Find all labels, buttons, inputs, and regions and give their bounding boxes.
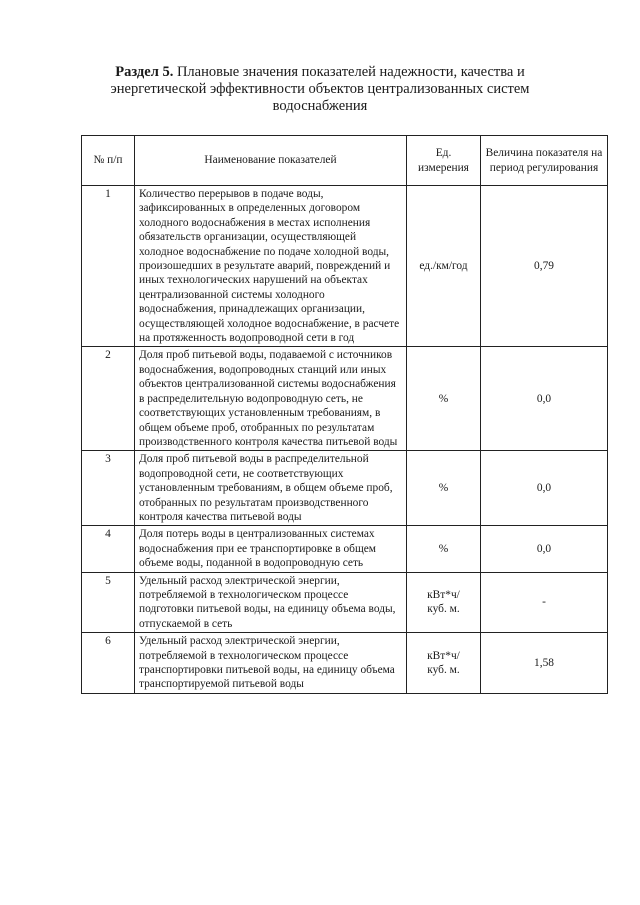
row-name: Доля проб питьевой воды, подаваемой с источников водоснабжения, водопроводных станций или иных объектов централизованной системы водоснабжения в распределительную водопроводную сеть, не соответствующих установленным требованиям, в общем объеме проб, отобранных по результатам производственного контроля качества питьевой воды [135,347,407,451]
row-unit-line2: куб. м. [427,603,460,616]
header-value: Величина показателя на период регулирования [481,136,608,186]
row-num: 5 [82,572,135,633]
table-row [82,186,608,347]
row-unit-line1: кВт*ч/ [427,588,460,601]
row-unit [407,451,481,526]
header-num: № п/п [82,136,135,186]
row-value: 0,0 [481,451,608,526]
row-unit-line1: % [438,482,449,495]
row-unit-line1: кВт*ч/ [427,649,460,662]
row-value: 0,0 [481,526,608,572]
section-title [100,64,540,115]
header-unit: Ед. измерения [407,136,481,186]
row-unit-line1: ед./км/год [419,260,468,273]
row-value: 0,79 [481,186,608,347]
table-header-row [82,136,608,186]
table-row [82,526,608,572]
row-num: 6 [82,633,135,694]
row-unit [407,347,481,451]
section-title-bold: Раздел 5. [115,64,174,80]
row-value: 1,58 [481,633,608,694]
row-unit-line2: куб. м. [427,664,460,676]
row-name: Доля потерь воды в централизованных системах водоснабжения при ее транспортировке в общем объеме воды, поданной в водопроводную сеть [135,526,407,572]
row-unit [407,633,481,694]
table-row [82,451,608,526]
indicators-table [81,135,608,694]
row-name: Количество перерывов в подаче воды, зафиксированных в определенных договором холодного водоснабжения в местах исполнения обязательств организации, осуществляющей холодное водоснабжение по подаче холодной воды, произошедших в результате аварий, повреждений и иных технологических нарушений на объектах централизованной системы холодного водоснабжения, принадлежащих организации, осуществляющей холодное водоснабжение, в расчете на протяженность водопроводной сети в год [135,186,407,347]
header-name: Наименование показателей [135,136,407,186]
row-name: Удельный расход электрической энергии, потребляемой в технологическом процессе подготовки питьевой воды, на единицу объема воды, отпускаемой в сеть [135,572,407,633]
row-unit [407,572,481,633]
row-num: 4 [82,526,135,572]
row-unit [407,186,481,347]
table-row [82,633,608,694]
row-num: 3 [82,451,135,526]
row-value: - [481,572,608,633]
row-unit [407,526,481,572]
table-row [82,572,608,633]
row-unit-line1: % [438,542,449,555]
row-name: Удельный расход электрической энергии, потребляемой в технологическом процессе транспортировки питьевой воды, на единицу объема транспортируемой питьевой воды [135,633,407,694]
table-row [82,347,608,451]
row-value: 0,0 [481,347,608,451]
row-unit-line1: % [438,392,449,405]
row-name: Доля проб питьевой воды в распределительной водопроводной сети, не соответствующих установленным требованиям, в общем объеме проб, отобранных по результатам производственного контроля качества питьевой воды [135,451,407,526]
section-title-text: Плановые значения показателей надежности, качества и энергетической эффективности объектов централизованных систем водоснабжения [110,64,530,114]
row-num: 2 [82,347,135,451]
row-num: 1 [82,186,135,347]
